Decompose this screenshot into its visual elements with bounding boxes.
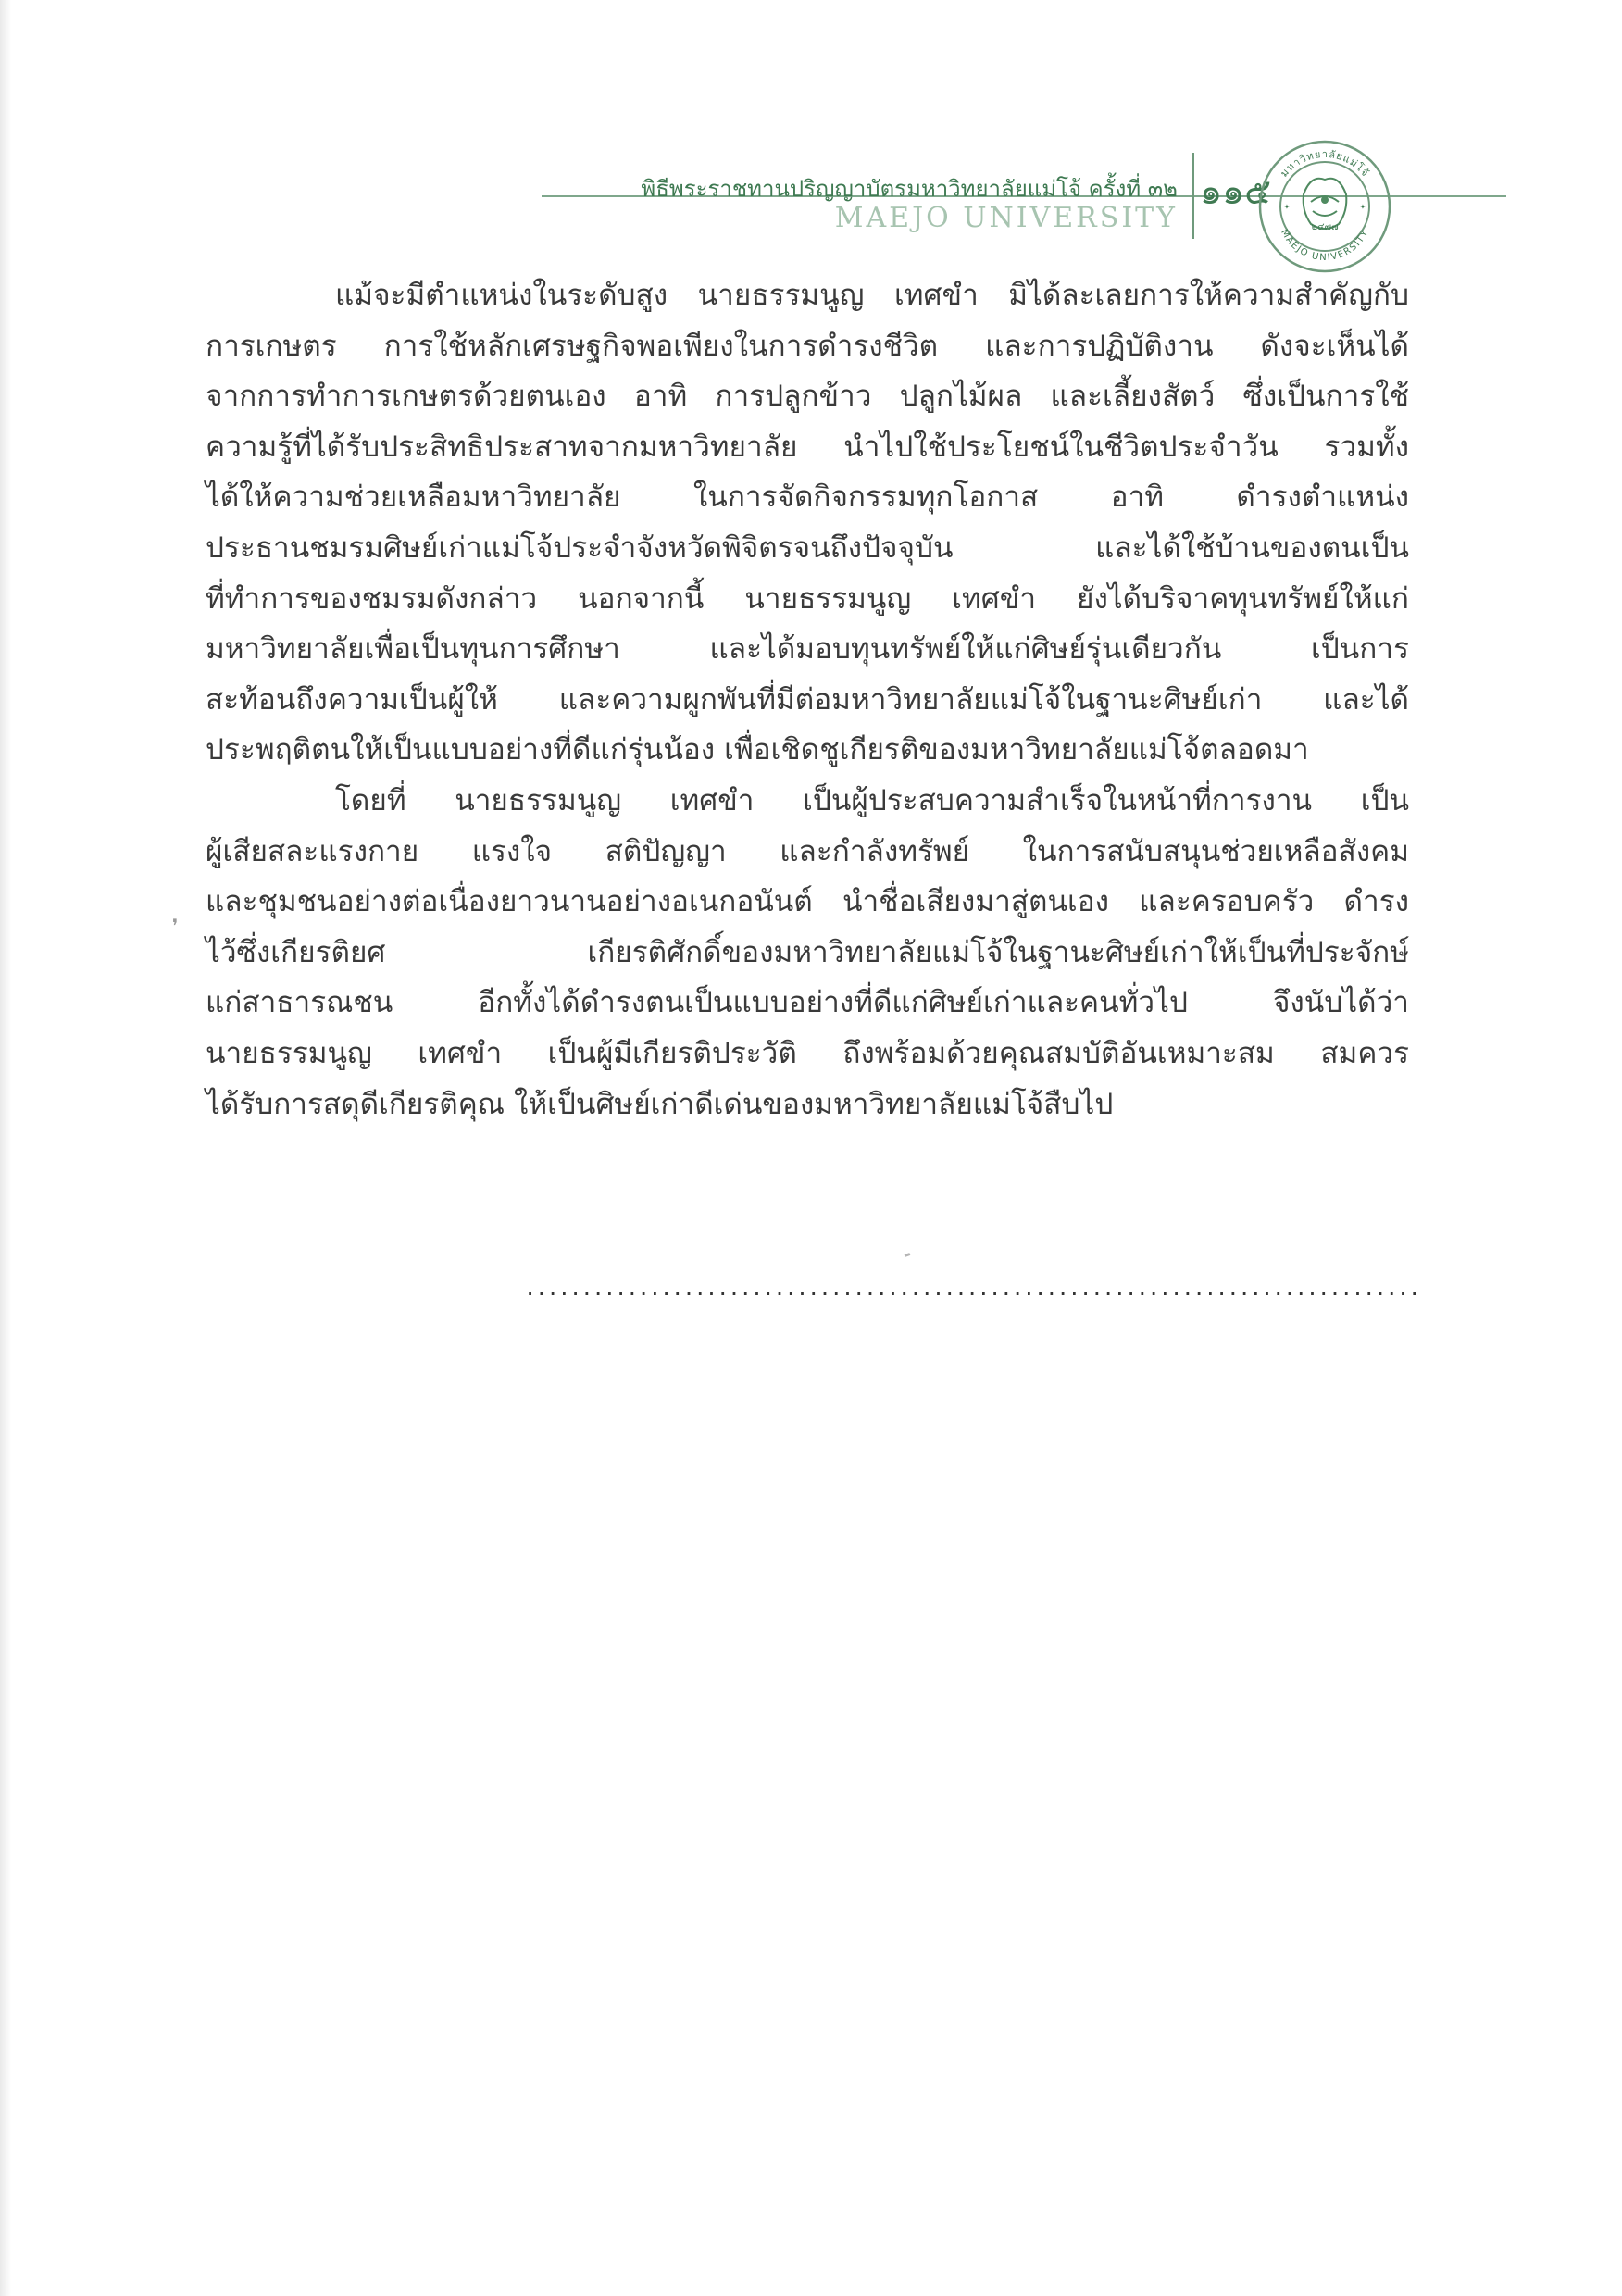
header-divider [1192,153,1194,239]
paragraph-line: นายธรรมนูญ เทศขำ เป็นผู้มีเกียรติประวัติ ถึงพร้อมด้วยคุณสมบัติอันเหมาะสม สมควร [206,1036,1409,1070]
paragraph-line: ที่ทำการของชมรมดังกล่าว นอกจากนี้ นายธรรมนูญ เทศขำ ยังได้บริจาคทุนทรัพย์ให้แก่ [206,581,1409,616]
paragraph-line: โดยที่ นายธรรมนูญ เทศขำ เป็นผู้ประสบความสำเร็จในหน้าที่การงาน เป็น [335,783,1409,817]
paragraph-line: สะท้อนถึงความเป็นผู้ให้ และความผูกพันที่มีต่อมหาวิทยาลัยแม่โจ้ในฐานะศิษย์เก่า และได้ [206,682,1409,717]
paragraph-line: ได้ให้ความช่วยเหลือมหาวิทยาลัย ในการจัดกิจกรรมทุกโอกาส อาทิ ดำรงตำแหน่ง [206,480,1409,515]
svg-text:✦: ✦ [1359,203,1366,211]
scan-artifact [905,1253,911,1257]
paragraph-line: ประธานชมรมศิษย์เก่าแม่โจ้ประจำจังหวัดพิจิตรจนถึงปัจจุบัน และได้ใช้บ้านของตนเป็น [206,530,1409,565]
header-university-name: MAEJO UNIVERSITY [834,202,1178,234]
university-seal-icon [1255,137,1394,276]
scan-shadow [0,0,11,2296]
page-number: ๑๑๕ [1200,171,1272,212]
paragraph-line: และชุมชนอย่างต่อเนื่องยาวนานอย่างอเนกอนันต์ นำชื่อเสียงมาสู่ตนเอง และครอบครัว ดำรง [206,885,1409,919]
paragraph-line: แม้จะมีตำแหน่งในระดับสูง นายธรรมนูญ เทศขำ มิได้ละเลยการให้ความสำคัญกับ [335,279,1409,312]
header-title: พิธีพระราชทานปริญญาบัตรมหาวิทยาลัยแม่โจ้ ครั้งที่ ๓๒ [641,176,1178,202]
closing-dotted-line: ............................................................................... [524,1278,1420,1301]
paragraph-line: ผู้เสียสละแรงกาย แรงใจ สติปัญญา และกำลังทรัพย์ ในการสนับสนุนช่วยเหลือสังคม [206,834,1409,868]
paragraph-line: ไว้ซึ่งเกียรติยศ เกียรติศักดิ์ของมหาวิทยาลัยแม่โจ้ในฐานะศิษย์เก่าให้เป็นที่ประจักษ์ [206,935,1409,969]
paragraph-line: การเกษตร การใช้หลักเศรษฐกิจพอเพียงในการดำรงชีวิต และการปฏิบัติงาน ดังจะเห็นได้ [206,329,1409,363]
svg-text:✦: ✦ [1283,203,1291,211]
seal-year: ๒๔๗๗ [1311,222,1339,232]
paragraph-line: มหาวิทยาลัยเพื่อเป็นทุนการศึกษา และได้มอบทุนทรัพย์ให้แก่ศิษย์รุ่นเดียวกัน เป็นการ [206,632,1409,667]
svg-text:มหาวิทยาลัยแม่โจ้ [1278,148,1371,180]
citation-body [206,270,1409,1129]
paragraph-line: จากการทำการเกษตรด้วยตนเอง อาทิ การปลูกข้าว ปลูกไม้ผล และเลี้ยงสัตว์ ซึ่งเป็นการใช้ [206,380,1409,414]
paragraph-line: แก่สาธารณชน อีกทั้งได้ดำรงตนเป็นแบบอย่างที่ดีแก่ศิษย์เก่าและคนทั่วไป จึงนับได้ว่า [206,986,1409,1020]
paragraph-line: ความรู้ที่ได้รับประสิทธิประสาทจากมหาวิทยาลัย นำไปใช้ประโยชน์ในชีวิตประจำวัน รวมทั้ง [206,430,1409,464]
paragraph-line: ได้รับการสดุดีเกียรติคุณ ให้เป็นศิษย์เก่าดีเด่นของมหาวิทยาลัยแม่โจ้สืบไป [206,1087,1114,1121]
paragraph-line: ประพฤติตนให้เป็นแบบอย่างที่ดีแก่รุ่นน้อง เพื่อเชิดชูเกียรติของมหาวิทยาลัยแม่โจ้ตลอดมา [206,733,1309,767]
svg-text:MAEJO UNIVERSITY [1279,228,1371,263]
scan-artifact: ❜ [172,915,179,937]
seal-text-bottom: MAEJO UNIVERSITY [1279,228,1371,264]
seal-text-top: มหาวิทยาลัยแม่โจ้ [1278,147,1372,180]
